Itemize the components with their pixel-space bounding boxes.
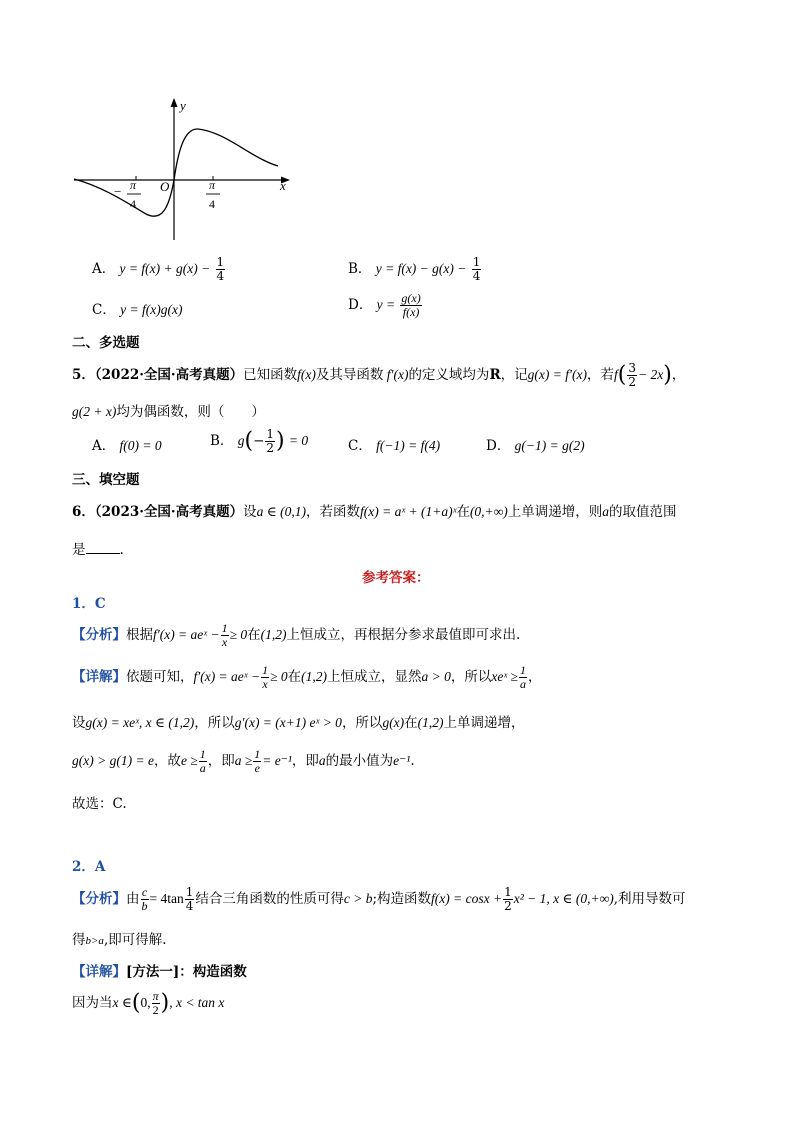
curve (74, 129, 278, 216)
answer-1-header: 1．C (72, 596, 106, 612)
answer-1-detail-line1: 【详解】依题可知，f′(x) = aeˣ − $\frac{1}{x}$ ≥ 0在(1,2)上恒成立，显然a > 0，所以xeˣ ≥ $\frac{1}{a}$ ， (72, 663, 542, 691)
q5-option-d: D． g(−1) = g(2) (486, 438, 585, 454)
section-title-fill-blank: 三、填空题 (72, 472, 140, 488)
answer-2-analysis-line1: 【分析】由 $\frac{c}{b}$ = 4tan $\frac{1}{4}$ 结合三角函数的性质可得c > b;构造函数f(x) = cosx + $\frac{1}{2}$ x² − 1, x ∈ (0,+∞),利用导数可 (72, 885, 686, 913)
neg-sign: − (114, 184, 122, 199)
q6-stem-line2: 是 . (72, 542, 124, 558)
answer-2-analysis-line2: 得b>a,即可得解. (72, 932, 167, 948)
q4-option-b: B． y = f(x) − g(x) − $\frac{1}{4}$ (348, 255, 481, 283)
answer-1-detail-line2: 设g(x) = xeˣ, x ∈ (1,2)，所以g′(x) = (x+1) eˣ > 0，所以g(x)在(1,2)上单调递增， (72, 715, 525, 731)
answer-2-header: 2．A (72, 859, 106, 875)
q4-option-c: C． y = f(x)g(x) (92, 302, 183, 318)
pos-four: 4 (209, 197, 215, 211)
q5-option-b: B． g(− $\frac{1}{2}$ ) = 0 (210, 427, 309, 455)
q6-stem-line1: 6．（2023·全国·高考真题）设a ∈ (0,1)，若函数f(x) = aˣ + (1+a)ˣ在(0,+∞)上单调递增，则a的取值范围 (72, 504, 677, 520)
q4-option-a: A． y = f(x) + g(x) − $\frac{1}{4}$ (92, 255, 225, 283)
answer-1-analysis: 【分析】根据f′(x) = aeˣ − $\frac{1}{x}$ ≥ 0在(1,2)上恒成立，再根据分参求最值即可求出. (72, 621, 521, 649)
neg-pi: π (130, 178, 137, 192)
q5-option-a: A． f(0) = 0 (92, 438, 162, 454)
answers-title: 参考答案： (362, 570, 430, 586)
origin-label: O (160, 179, 170, 194)
answer-1-detail-line3: g(x) > g(1) = e，故e ≥ $\frac{1}{a}$ ，即a ≥ $\frac{1}{e}$ = e⁻¹，即a的最小值为e⁻¹. (72, 747, 415, 775)
neg-four: 4 (130, 197, 136, 211)
answer-blank (86, 541, 120, 554)
x-label: x (280, 178, 286, 193)
answer-2-detail-header: 【详解】[方法一]：构造函数 (72, 964, 247, 980)
q5-stem-line1: 5．（2022·全国·高考真题）已知函数f(x)及其导函数 f′(x)的定义域均为R，记g(x) = f′(x)，若f( $\frac{3}{2}$ − 2x)， (72, 361, 686, 389)
pos-pi: π (209, 178, 216, 192)
answer-1-choice: 故选：C. (72, 796, 127, 812)
function-graph (66, 90, 298, 240)
y-axis-arrow-icon (171, 98, 178, 107)
q5-option-c: C． f(−1) = f(4) (348, 438, 441, 454)
answer-2-detail-line1: 因为当x ∈(0, $\frac{\pi}{2}$ ), x < tan x (72, 989, 225, 1017)
section-title-multi-choice: 二、多选题 (72, 335, 140, 351)
y-label: y (180, 98, 186, 113)
q5-stem-line2: g(2 + x)均为偶函数，则（ ） (72, 404, 265, 420)
q4-option-d: D． y = $\frac{g(x)}{f(x)}$ (348, 291, 421, 319)
